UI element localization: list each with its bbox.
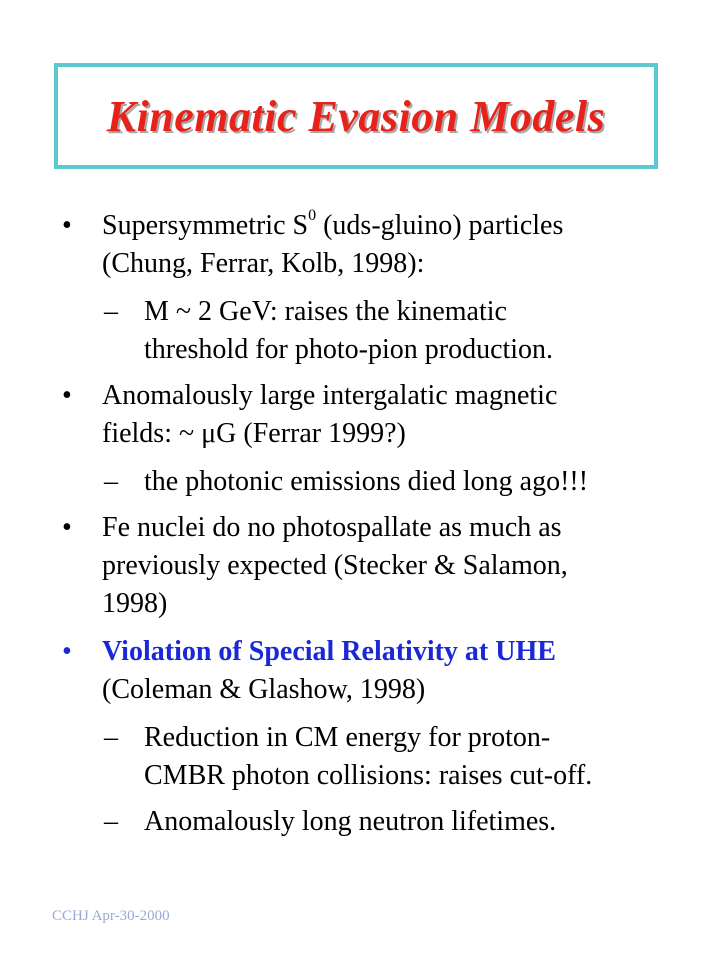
bullet-1-sub-1-line-2: threshold for photo-pion production.	[144, 334, 554, 365]
dash-marker: –	[104, 722, 118, 753]
bullet-4-line-1	[62, 634, 556, 670]
bullet-marker: •	[62, 636, 72, 667]
slide-title: Kinematic Evasion Models	[106, 91, 606, 141]
bullet-4-highlight-text: Violation of Special Relativity at UHE	[102, 636, 556, 667]
bullet-marker: •	[62, 210, 72, 241]
footer-date: CCHJ Apr-30-2000	[52, 908, 170, 924]
bullet-4-sub-2-text: Anomalously long neutron lifetimes.	[144, 806, 557, 837]
bullet-1-line-2: (Chung, Ferrar, Kolb, 1998):	[102, 248, 425, 279]
bullet-3-line-3: 1998)	[102, 588, 168, 619]
dash-marker: –	[104, 466, 118, 497]
bullet-1-line-1	[62, 207, 564, 248]
bullet-4-sub-2	[104, 804, 557, 840]
bullet-1-superscript: 0	[308, 207, 317, 224]
bullet-1-text-post: (uds-gluino) particles	[316, 210, 564, 241]
bullet-2-line-1	[62, 378, 558, 414]
bullet-2-sub-1-text: the photonic emissions died long ago!!!	[144, 466, 589, 497]
bullet-4-line-2: (Coleman & Glashow, 1998)	[102, 674, 426, 705]
bullet-3-line-1	[62, 510, 562, 546]
bullet-1-text-pre: Supersymmetric S	[102, 210, 309, 241]
bullet-4-sub-1-line-2: CMBR photon collisions: raises cut-off.	[144, 760, 593, 791]
bullet-marker: •	[62, 380, 72, 411]
title-box	[54, 63, 658, 169]
dash-marker: –	[104, 296, 118, 327]
bullet-3-text: Fe nuclei do no photospallate as much as	[102, 512, 562, 543]
bullet-marker: •	[62, 512, 72, 543]
bullet-1-sub-1-text: M ~ 2 GeV: raises the kinematic	[144, 296, 507, 327]
bullet-4-sub-1-line-1	[104, 720, 551, 756]
bullet-2-text: Anomalously large intergalatic magnetic	[102, 380, 558, 411]
bullet-2-sub-1	[104, 464, 589, 500]
bullet-4-sub-1-text: Reduction in CM energy for proton-	[144, 722, 551, 753]
bullet-3-line-2: previously expected (Stecker & Salamon,	[102, 550, 568, 581]
bullet-1-sub-1-line-1	[104, 294, 507, 330]
bullet-2-line-2: fields: ~ μG (Ferrar 1999?)	[102, 418, 406, 449]
dash-marker: –	[104, 806, 118, 837]
